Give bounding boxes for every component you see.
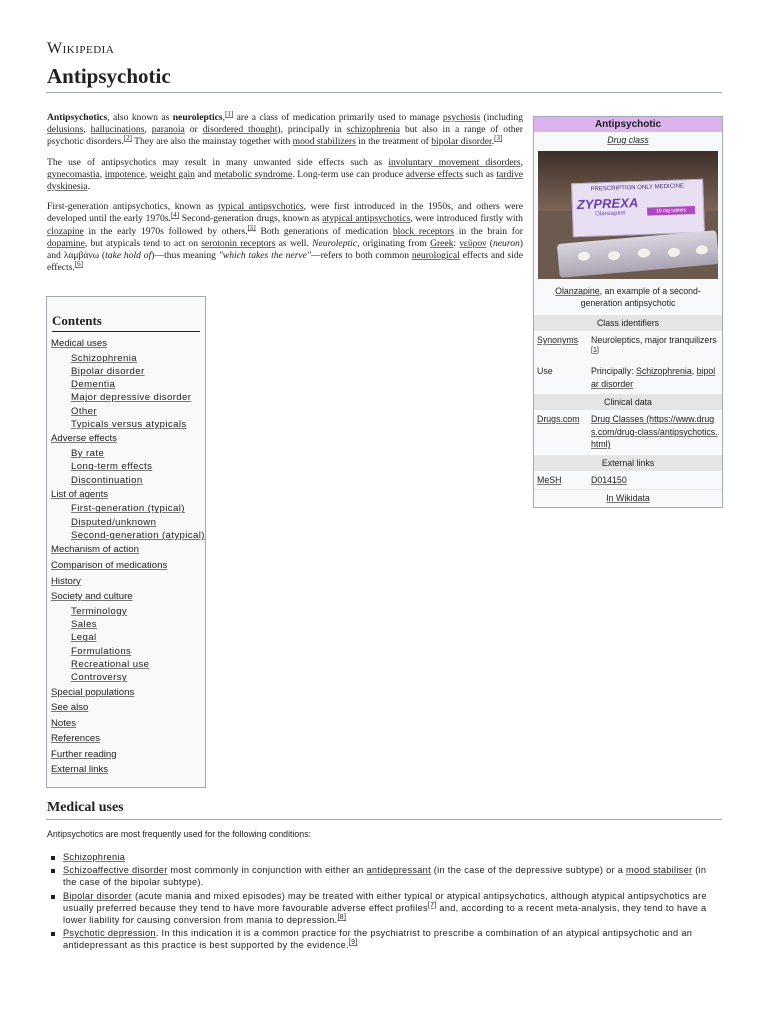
- bipolar-disorder-link[interactable]: Bipolar disorder: [63, 890, 133, 901]
- toc-link[interactable]: Discontinuation: [71, 474, 143, 486]
- link-tardive-dyskinesia[interactable]: tardive dyskinesia: [47, 168, 524, 193]
- infobox-section-header: Clinical data: [534, 393, 722, 410]
- text: (including: [480, 112, 523, 123]
- text: The use of antipsychotics may result in many unwanted side effects such as: [47, 156, 389, 168]
- toc-link[interactable]: History: [51, 575, 81, 587]
- toc-item: [71, 658, 205, 671]
- toc-item: [71, 405, 205, 418]
- citation-link[interactable]: [8]: [337, 913, 347, 921]
- italic-quote: "which takes the nerve": [218, 250, 311, 262]
- toc-item: [51, 574, 205, 590]
- pill-icon: [578, 251, 591, 261]
- link-mood-stabilizers[interactable]: mood stabilizers: [292, 136, 356, 148]
- medicine-box: [571, 179, 705, 238]
- link-typical-antipsychotics[interactable]: typical antipsychotics: [218, 201, 304, 213]
- infobox-section-header: Class identifiers: [534, 314, 722, 331]
- mesh-label-link[interactable]: MeSH: [537, 474, 562, 485]
- toc-link[interactable]: Further reading: [51, 748, 117, 760]
- bold-term: Antipsychotics: [47, 112, 108, 123]
- pill-icon: [668, 247, 681, 257]
- text: (: [99, 250, 106, 262]
- link-neuron-greek[interactable]: νεῦρον: [459, 237, 487, 249]
- bipolar-disorder-link[interactable]: bipolar disorder: [591, 366, 716, 389]
- text: and: [194, 168, 215, 180]
- toc-link[interactable]: See also: [51, 702, 89, 714]
- infobox-section-header: External links: [534, 454, 722, 471]
- citation-link[interactable]: [2]: [123, 134, 132, 143]
- toc-item: [51, 700, 205, 716]
- toc-list: [51, 336, 205, 778]
- italic-term: Neuroleptic: [312, 237, 358, 249]
- lead-paragraph-2: [47, 157, 523, 194]
- text: .: [87, 181, 90, 193]
- toc-link[interactable]: List of agents: [51, 488, 109, 500]
- text: ,: [144, 124, 152, 136]
- lead-paragraph-3: [47, 201, 523, 274]
- citation-link[interactable]: [7]: [427, 901, 437, 909]
- infobox-row-drugs-com: [534, 410, 722, 454]
- text: ), principally in: [277, 124, 347, 136]
- text: They are also the mainstay together with: [131, 136, 293, 148]
- toc-link[interactable]: Controversy: [71, 672, 128, 684]
- toc-item: [51, 762, 205, 778]
- text: , but atypicals tend to act on: [84, 237, 202, 249]
- section-divider: [46, 819, 722, 820]
- toc-item: [51, 685, 205, 701]
- lead-paragraph-1: [47, 109, 524, 149]
- toc-link[interactable]: Bipolar disorder: [71, 365, 145, 377]
- toc-link[interactable]: Terminology: [71, 605, 128, 617]
- text: ,: [222, 112, 226, 123]
- text: First-generation antipsychotics, known as: [47, 201, 219, 213]
- infobox-caption: [534, 282, 722, 314]
- box-brand: ZYPREXA: [576, 194, 639, 213]
- toc-link[interactable]: Mechanism of action: [51, 544, 139, 556]
- caption-text: , an example of a second-generation antipsychotic: [580, 286, 701, 308]
- citation-link[interactable]: [4]: [170, 211, 180, 220]
- pill-icon: [696, 245, 709, 255]
- toc-item: [71, 631, 205, 644]
- text: (: [486, 237, 493, 249]
- infobox-row-synonyms: [534, 331, 722, 362]
- text: most commonly in conjunction with either an: [167, 865, 367, 876]
- toc-item: [71, 418, 205, 431]
- toc-item: [71, 645, 205, 658]
- toc-link[interactable]: Legal: [71, 632, 97, 644]
- toc-item: [51, 747, 205, 763]
- toc-link[interactable]: Notes: [51, 717, 77, 729]
- link-neurological[interactable]: neurological: [411, 250, 460, 262]
- toc-link[interactable]: Special populations: [51, 686, 135, 698]
- link-greek[interactable]: Greek: [430, 237, 454, 249]
- toc-link[interactable]: Second-generation (atypical): [71, 530, 205, 542]
- text: (in the case of the depressive subtype) or a: [430, 865, 627, 876]
- toc-link[interactable]: Formulations: [71, 645, 132, 657]
- synonyms-text: Neuroleptics, major tranquilizers: [591, 335, 717, 345]
- text: ,: [83, 124, 91, 136]
- toc-link[interactable]: First-generation (typical): [71, 503, 185, 515]
- toc-link[interactable]: Recreational use: [71, 658, 150, 670]
- link-impotence[interactable]: impotence: [104, 168, 145, 180]
- section-intro: Antipsychotics are most frequently used for the following conditions:: [47, 829, 312, 839]
- page-title: Antipsychotic: [47, 64, 171, 88]
- title-divider: [46, 92, 722, 93]
- toc-link[interactable]: Typicals versus atypicals: [71, 419, 187, 431]
- text: , also known as: [107, 112, 173, 123]
- text: in the treatment of: [355, 136, 432, 148]
- text: ) and: [47, 237, 523, 262]
- drugs-com-link[interactable]: Drug Classes (https://www.drugs.com/drug-class/antipsychotics.html): [591, 414, 718, 449]
- bold-term: neuroleptics: [172, 112, 223, 123]
- italic-term: take hold of: [105, 250, 152, 262]
- synonyms-label-link[interactable]: Synonyms: [537, 335, 579, 345]
- toc-link[interactable]: Sales: [71, 619, 97, 631]
- text: .: [491, 136, 495, 148]
- text: in the brain for: [454, 225, 523, 237]
- toc-link[interactable]: Long-term effects: [71, 461, 153, 473]
- toc-link[interactable]: Medical uses: [51, 338, 107, 349]
- toc-link[interactable]: Major depressive disorder: [71, 392, 192, 404]
- use-label: Use: [537, 366, 553, 376]
- list-item: [47, 927, 722, 951]
- toc-item: [51, 431, 205, 447]
- toc-item: [71, 618, 205, 631]
- text: ,: [520, 156, 524, 168]
- text: , were first introduced in the 1950s, and others were developed until the early 1970s.: [47, 201, 523, 225]
- text: or: [184, 124, 203, 136]
- toc-link[interactable]: External links: [51, 764, 109, 776]
- italic-term: neuron: [492, 237, 520, 249]
- text: are a class of medication primarily used to manage: [233, 112, 443, 123]
- list-item: [47, 864, 722, 888]
- toc-item: [51, 542, 205, 558]
- mesh-link[interactable]: D014150: [591, 474, 627, 485]
- infobox-row-mesh: [534, 471, 722, 490]
- link-delusions[interactable]: delusions: [47, 124, 84, 136]
- schizoaffective-disorder-link[interactable]: Schizoaffective disorder: [63, 865, 168, 876]
- olanzapine-link[interactable]: Olanzapine: [555, 286, 600, 296]
- link-gynecomastia[interactable]: gynecomastia: [47, 168, 100, 180]
- text: , were introduced firstly with: [410, 213, 523, 225]
- synonyms-value: [591, 334, 719, 359]
- link-involuntary-movement-disorders[interactable]: involuntary movement disorders: [388, 156, 521, 168]
- conditions-list: [47, 851, 722, 953]
- link-hallucinations[interactable]: hallucinations: [90, 124, 145, 136]
- text: in the early 1970s followed by others.: [83, 225, 248, 237]
- text: )—thus meaning: [151, 250, 219, 262]
- link-disordered-thought[interactable]: disordered thought: [202, 124, 278, 136]
- toc-item: [51, 589, 205, 605]
- toc-link[interactable]: References: [51, 733, 101, 745]
- text: such as: [463, 168, 497, 180]
- blister-pack: [557, 230, 718, 278]
- infobox: [533, 116, 723, 508]
- box-generic: Olanzapine: [595, 210, 626, 218]
- toc-link[interactable]: Adverse effects: [51, 433, 117, 445]
- toc-title: Contents: [52, 313, 200, 332]
- schizophrenia-link[interactable]: Schizophrenia: [63, 852, 126, 862]
- list-item: [47, 890, 722, 927]
- text: . In this indication it is a common practice for the psychiatrist to prescribe a combination of an atypical antipsychotic and an antidepressant as this practice is best supported by the evidence.: [63, 928, 693, 951]
- link-adverse-effects[interactable]: adverse effects: [405, 168, 463, 180]
- text: ,: [691, 366, 697, 376]
- text: effects and side effects.: [47, 250, 523, 274]
- section-heading-medical-uses: Medical uses: [47, 800, 124, 815]
- toc-item: [71, 391, 205, 404]
- toc-item: [71, 447, 205, 460]
- wikidata-link[interactable]: In Wikidata: [606, 493, 650, 503]
- link-paranoia[interactable]: paranoia: [151, 124, 185, 136]
- toc-item: [51, 558, 205, 574]
- toc-item: [51, 716, 205, 732]
- citation-link[interactable]: [1]: [591, 346, 599, 354]
- psychotic-depression-link[interactable]: Psychotic depression: [63, 928, 156, 939]
- link-serotonin-receptors[interactable]: serotonin receptors: [201, 237, 276, 249]
- greek-word: λαμβάνω: [63, 250, 100, 262]
- toc-item: [71, 529, 205, 542]
- infobox-image[interactable]: [538, 151, 718, 279]
- text: (in the case of the bipolar subtype).: [63, 865, 707, 888]
- toc-link[interactable]: Comparison of medications: [51, 559, 168, 571]
- toc-link[interactable]: Other: [71, 405, 97, 417]
- text: :: [453, 237, 460, 249]
- text: Both generations of medication: [255, 225, 393, 237]
- infobox-footer: [534, 489, 722, 507]
- pill-icon: [638, 248, 651, 258]
- citation-link[interactable]: [3]: [494, 134, 503, 143]
- pill-icon: [608, 251, 621, 261]
- text: —refers to both common: [310, 250, 412, 262]
- link-psychosis[interactable]: psychosis: [442, 112, 481, 123]
- toc-link[interactable]: Disputed/unknown: [71, 516, 157, 528]
- link-bipolar-disorder[interactable]: bipolar disorder: [431, 136, 492, 148]
- toc-item: [71, 352, 205, 365]
- toc-item: [71, 365, 205, 378]
- link-metabolic-syndrome[interactable]: metabolic syndrome: [214, 168, 293, 180]
- text: , originating from: [357, 237, 431, 249]
- toc-item: [71, 502, 205, 515]
- toc-item: [51, 731, 205, 747]
- link-clozapine[interactable]: clozapine: [47, 225, 84, 237]
- link-schizophrenia[interactable]: schizophrenia: [346, 124, 401, 136]
- toc-item: [71, 516, 205, 529]
- box-label: PRESCRIPTION ONLY MEDICINE: [590, 183, 685, 193]
- box-dose: 10 mg tablets: [647, 206, 695, 216]
- schizophrenia-link[interactable]: Schizophrenia: [635, 366, 692, 376]
- toc-link[interactable]: Dementia: [71, 379, 116, 391]
- text: Second-generation drugs, known as: [179, 213, 323, 225]
- infobox-row-use: [534, 362, 722, 393]
- text: . Long-term use can produce: [292, 168, 406, 180]
- toc-link[interactable]: Schizophrenia: [71, 352, 137, 364]
- drug-class-link[interactable]: Drug class: [607, 135, 649, 145]
- link-atypical-antipsychotics[interactable]: atypical antipsychotics: [322, 213, 411, 225]
- text: ,: [144, 168, 150, 180]
- infobox-subtitle: [534, 132, 722, 148]
- link-block-receptors[interactable]: block receptors: [392, 225, 455, 237]
- antidepressant-link[interactable]: antidepressant: [366, 865, 431, 876]
- citation-link[interactable]: [9]: [348, 939, 358, 947]
- text: but also in a range of other psychotic disorders.: [47, 124, 524, 148]
- citation-link[interactable]: [1]: [225, 109, 234, 118]
- use-value: [591, 365, 719, 390]
- toc-item: [71, 671, 205, 684]
- toc-item: [71, 460, 205, 473]
- toc-item: [51, 336, 205, 352]
- mood-stabiliser-link[interactable]: mood stabiliser: [626, 865, 693, 876]
- drugs-com-label-link[interactable]: Drugs.com: [537, 414, 580, 424]
- lead-section: [47, 109, 524, 282]
- toc-item: [51, 487, 205, 503]
- citation-link[interactable]: [5]: [247, 223, 256, 232]
- toc-item: [71, 474, 205, 487]
- toc-item: [71, 605, 205, 618]
- citation-link[interactable]: [6]: [74, 260, 83, 269]
- link-weight-gain[interactable]: weight gain: [149, 168, 195, 180]
- use-prefix: Principally:: [591, 366, 636, 376]
- infobox-title: Antipsychotic: [534, 117, 722, 132]
- text: and, according to a recent meta-analysis, they tend to have a lower liability for causing conversion from mania to depression.: [63, 902, 707, 926]
- toc-link[interactable]: By rate: [71, 447, 105, 459]
- text: ,: [99, 168, 105, 180]
- text: (acute mania and mixed episodes) may be treated with either typical or atypical antipsychotics, although atypical antipsychotics are usually preferred because they tend to have more favourable adverse effect profiles: [63, 890, 707, 913]
- text: as well.: [275, 237, 313, 249]
- toc-link[interactable]: Society and culture: [51, 591, 133, 603]
- toc-item: [71, 378, 205, 391]
- table-of-contents: [46, 296, 206, 788]
- wikipedia-logo[interactable]: Wikipedia: [47, 40, 115, 57]
- list-item: [47, 851, 722, 863]
- link-dopamine[interactable]: dopamine: [47, 237, 85, 249]
